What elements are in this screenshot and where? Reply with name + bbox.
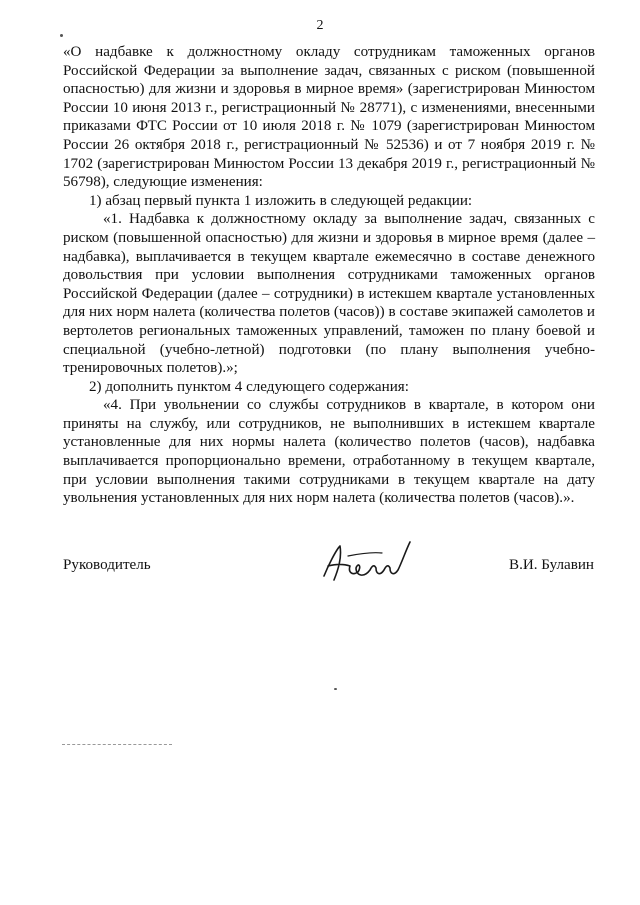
scan-artifact-line xyxy=(62,744,172,745)
paragraph-change-2: 2) дополнить пунктом 4 следующего содержания: xyxy=(89,378,409,395)
paragraph-change-1: 1) абзац первый пункта 1 изложить в следующей редакции: xyxy=(89,192,473,209)
page-number: 2 xyxy=(316,18,324,33)
scan-speck xyxy=(60,34,63,37)
paragraph-clause-1-text: «1. Надбавка к должностному окладу за выполнение задач, связанных с риском (повышенной опасностью) для жизни и здоровья в мирное время (далее – надбавка), выплачивается в текущем квартале ежемесячно в составе денежного довольствия при условии выполнения сотрудниками таможенных органов Российской Федерации (далее – сотрудники) в истекшем квартале установленных для них норм налета (количества полетов (часов)) в составе экипажей самолетов и вертолетов региональных таможенных управлений, таможен по плану боевой и специальной (учебно-летной) подготовки (по плану выполнения учебно-тренировочных полетов).»; xyxy=(63,211,595,377)
signatory-title: Руководитель xyxy=(63,557,151,573)
paragraph-clause-4-text: «4. При увольнении со службы сотрудников в квартале, в котором они приняты на службу, или сотрудников, не выполнивших в истекшем квартале установленные для них нормы налета (количество полетов (часов), надбавка выплачивается пропорционально времени, отработанному в текущем квартале, при условии выполнения такими сотрудниками в текущем квартале на дату увольнения установленных для них норм налета (количества полетов (часов).». xyxy=(63,397,595,507)
signatory-name: В.И. Булавин xyxy=(509,557,594,573)
handwritten-signature xyxy=(318,536,418,588)
paragraph-order-reference: «О надбавке к должностному окладу сотрудникам таможенных органов Российской Федерации за выполнение задач, связанных с риском (повышенной опасностью) для жизни и здоровья в мирное время» (зарегистрирован Минюстом России 10 июня 2013 г., регистрационный № 28771), с изменениями, внесенными приказами ФТС России от 10 июля 2018 г. № 1079 (зарегистрирован Минюстом России 26 октября 2018 г., регистрационный № 52536) и от 7 ноября 2019 г. № 1702 (зарегистрирован Минюстом России 13 декабря 2019 г., регистрационный № 56798), следующие изменения: xyxy=(63,44,595,191)
document-body xyxy=(63,43,595,508)
scan-speck xyxy=(334,688,337,690)
